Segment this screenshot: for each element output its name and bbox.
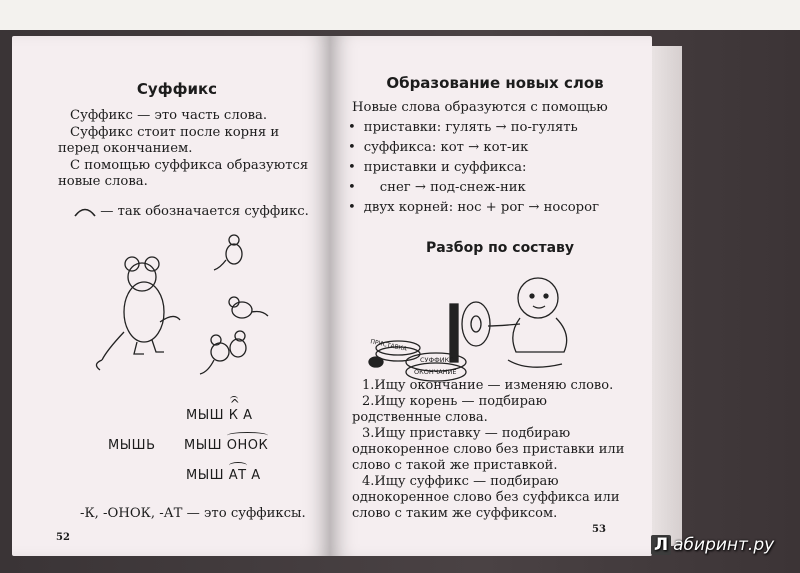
ring-label-ending: ОКОНЧАНИЕ (414, 368, 457, 376)
step-1: 1.Ищу окончание — изменяю слово. (362, 378, 614, 393)
analysis-subtitle: Разбор по составу (425, 240, 575, 256)
left-title: Суффикс (136, 80, 218, 98)
word3-root: МЫШ (186, 468, 225, 483)
bullet-two-roots: • двух корней: нос + рог → носорог (348, 198, 643, 218)
left-page-number: 52 (56, 532, 70, 543)
baby-pyramid-illustration (358, 264, 578, 384)
word2-suffix: ОНОК (226, 438, 269, 453)
step-4: 4.Ищу суффикс — подбираю однокоренное слово без суффикса или слово с таким же суффиксом. (352, 474, 620, 521)
step-3: 3.Ищу приставку — подбираю однокоренное слово без приставки или слово с такой же приставкой. (352, 426, 625, 473)
word-row-2 (184, 438, 268, 453)
watermark-logo: Л (651, 535, 671, 555)
para-3: С помощью суффикса образуются новые слова. (58, 157, 309, 189)
bullet-prefix-suffix-example: • снег → под-снеж-ник (348, 178, 643, 198)
suffix-mark-line (74, 204, 324, 221)
word3-suffix: АТ (228, 468, 247, 483)
word-row-1 (186, 408, 253, 423)
bullet-prefix: • приставки: гулять → по-гулять (348, 118, 643, 138)
right-title: Образование новых слов (386, 74, 604, 92)
left-text-block (58, 108, 320, 191)
para-2: Суффикс стоит после корня и перед окончанием. (58, 124, 280, 156)
suffix-arc-icon (74, 207, 96, 217)
intro-line: Новые слова образуются с помощью (352, 100, 608, 115)
mice-illustration (82, 232, 282, 382)
labirint-watermark (651, 535, 774, 555)
word2-root: МЫШ (184, 438, 223, 453)
ring-label-prefix: ПРИСТАВКА (369, 338, 408, 353)
word3-ending: А (251, 468, 261, 483)
word1-ending: А (243, 408, 253, 423)
right-page (330, 36, 652, 556)
word1-root: МЫШ (186, 408, 225, 423)
left-page (12, 36, 330, 556)
para-1: Суффикс — это часть слова. (70, 108, 268, 123)
ring-label-suffix: СУФФИКС (420, 356, 454, 364)
bullet-prefix-suffix: • приставки и суффикса: (348, 158, 643, 178)
word-base: МЫШЬ (108, 438, 156, 453)
word-row-3 (186, 468, 261, 483)
left-footer-text: -К, -ОНОК, -АТ — это суффиксы. (80, 506, 306, 521)
bullet-suffix: • суффикса: кот → кот-ик (348, 138, 643, 158)
formation-list (348, 118, 643, 218)
steps-block (352, 378, 634, 522)
page-edges (652, 46, 682, 546)
word1-suffix: ^ К (229, 408, 239, 423)
right-page-number: 53 (592, 524, 606, 535)
watermark-text: абиринт.ру (673, 535, 775, 555)
suffix-mark-text: — так обозначается суффикс. (100, 204, 309, 219)
step-2: 2.Ищу корень — подбираю родственные слова. (352, 394, 547, 425)
